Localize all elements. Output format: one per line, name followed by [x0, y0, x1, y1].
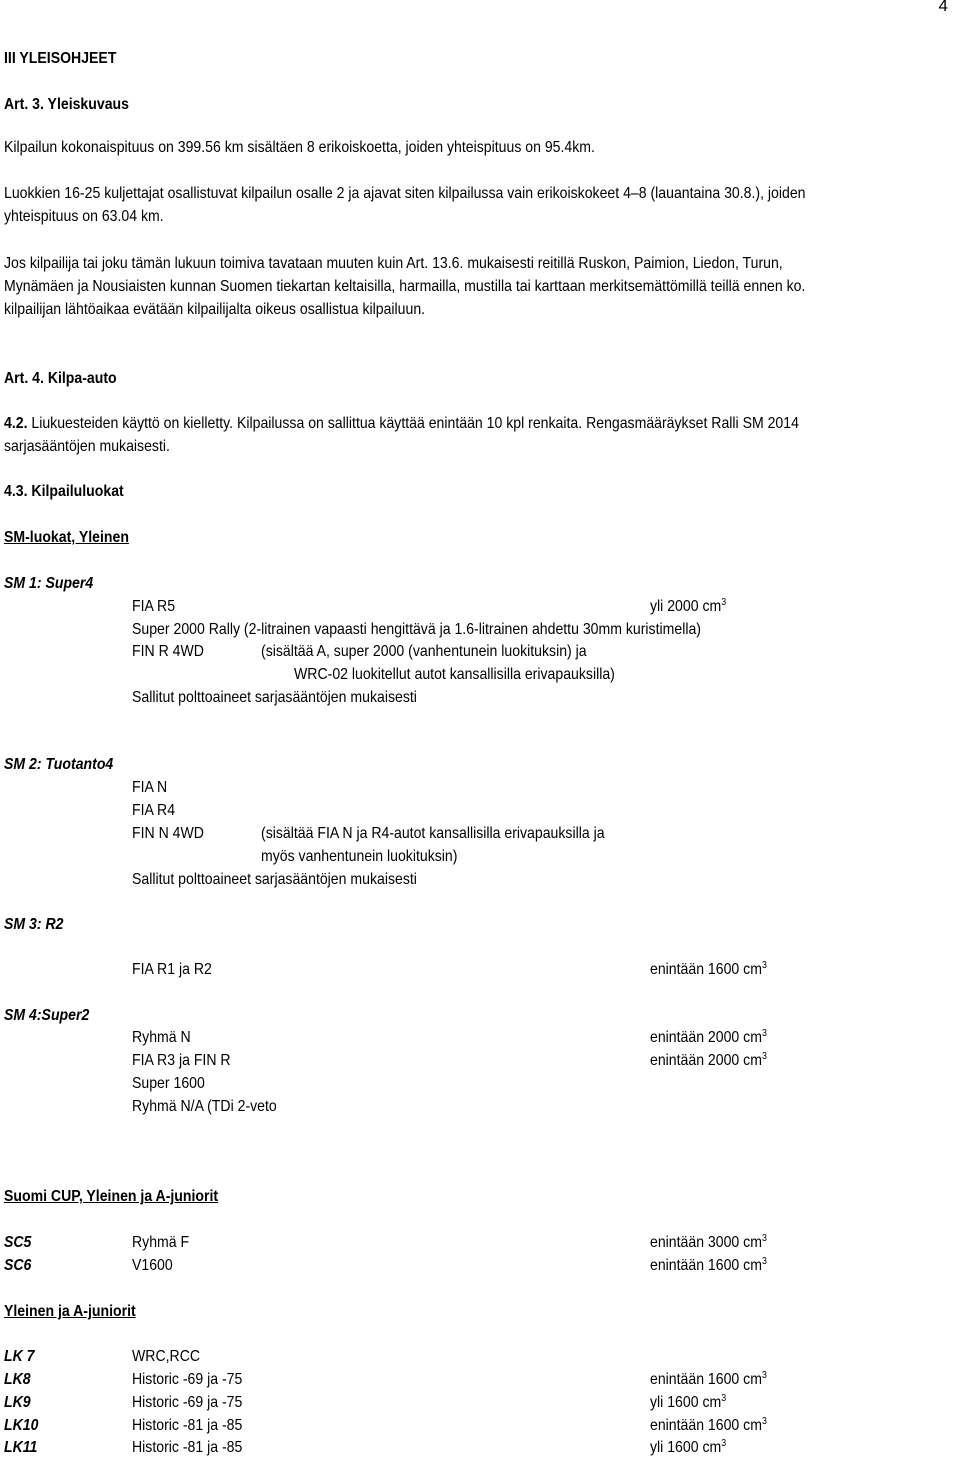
art3-paragraph-2-line-2: yhteispituus on 63.04 km. — [4, 208, 164, 225]
lk-row-desc: Historic -81 ja -85 — [132, 1439, 243, 1456]
sm1-row-1: FIA R5 — [132, 598, 176, 615]
lk-row-desc: Historic -69 ja -75 — [132, 1371, 243, 1388]
sm4-row-3: Super 1600 — [132, 1075, 205, 1092]
lk-row-limit: enintään 1600 $cm^3$ — [650, 1370, 767, 1388]
sm4-row-2: FIA R3 ja FIN R — [132, 1052, 231, 1069]
cup-row-limit: enintään 3000 $cm^3$ — [650, 1233, 767, 1251]
art3-heading: Art. 3. Yleiskuvaus — [4, 96, 129, 113]
sm3-row-1-limit: enintään 1600 $cm^3$ — [650, 960, 767, 978]
sm3-label: SM 3: R2 — [4, 916, 64, 933]
cup-row-desc: V1600 — [132, 1257, 173, 1274]
sm2-row-3: FIN N 4WD — [132, 825, 204, 842]
cup-row-code: SC5 — [4, 1234, 32, 1251]
sm1-row-4: Sallitut polttoaineet sarjasääntöjen mukaisesti — [132, 689, 417, 706]
lk-row-code: LK9 — [4, 1394, 31, 1411]
lk-row-code: LK8 — [4, 1371, 31, 1388]
lk-row-code: LK 7 — [4, 1348, 35, 1365]
lk-row-desc: Historic -69 ja -75 — [132, 1394, 243, 1411]
sm1-row-1-limit: yli 2000 $cm^3$ — [650, 597, 727, 615]
sm-heading: SM-luokat, Yleinen — [4, 529, 129, 546]
lk-row-limit: enintään 1600 $cm^3$ — [650, 1416, 767, 1434]
lk-row-limit: yli 1600 $cm^3$ — [650, 1438, 727, 1456]
sm4-row-2-limit: enintään 2000 $cm^3$ — [650, 1051, 767, 1069]
sm2-label: SM 2: Tuotanto4 — [4, 756, 114, 773]
sm4-row-4: Ryhmä N/A (TDi 2-veto — [132, 1098, 277, 1115]
sm4-row-1-limit: enintään 2000 $cm^3$ — [650, 1028, 767, 1046]
sm2-row-1: FIA N — [132, 779, 168, 796]
art4-2-text: Liukuesteiden käyttö on kielletty. Kilpailussa on sallittua käyttää enintään 10 kpl renkaita. Rengasmääräykset Ralli SM 2014 — [27, 415, 799, 432]
cup-row-desc: Ryhmä F — [132, 1234, 190, 1251]
cup-row-code: SC6 — [4, 1257, 32, 1274]
sm4-label: SM 4:Super2 — [4, 1007, 90, 1024]
sm3-row-1: FIA R1 ja R2 — [132, 961, 212, 978]
sm2-row-3-note: (sisältää FIA N ja R4-autot kansallisilla erivapauksilla ja — [261, 825, 605, 842]
lk-row-desc: Historic -81 ja -85 — [132, 1417, 243, 1434]
sm2-row-4: Sallitut polttoaineet sarjasääntöjen mukaisesti — [132, 871, 417, 888]
art3-paragraph-3-line-1: Jos kilpailija tai joku tämän lukuun toimiva tavataan muuten kuin Art. 13.6. mukaisesti reitillä Ruskon, Paimion, Liedon, Turun, — [4, 255, 783, 272]
sm1-row-3-note: (sisältää A, super 2000 (vanhentunein luokituksin) ja — [261, 643, 587, 660]
art3-paragraph-2-line-1: Luokkien 16-25 kuljettajat osallistuvat kilpailun osalle 2 ja ajavat siten kilpailussa vain erikoiskokeet 4–8 (lauantaina 30.8.), joiden — [4, 185, 806, 202]
sm1-row-3-note-2: WRC-02 luokitellut autot kansallisilla erivapauksilla) — [294, 666, 615, 683]
art4-2-line-1 — [4, 414, 799, 434]
art3-paragraph-3-line-3: kilpailijan lähtöaikaa evätään kilpailijalta oikeus osallistua kilpailuun. — [4, 301, 426, 318]
sm1-label: SM 1: Super4 — [4, 575, 94, 592]
art4-3-heading: 4.3. Kilpailuluokat — [4, 483, 124, 500]
lk-row-code: LK11 — [4, 1439, 38, 1456]
art4-2-line-2: sarjasääntöjen mukaisesti. — [4, 438, 170, 455]
cup-row-limit: enintään 1600 $cm^3$ — [650, 1256, 767, 1274]
section-title: III YLEISOHJEET — [4, 50, 117, 67]
lk-row-limit: yli 1600 $cm^3$ — [650, 1393, 727, 1411]
page-number: 4 — [938, 0, 948, 15]
art3-paragraph-3-line-2: Mynämäen ja Nousiaisten kunnan Suomen tiekartan keltaisilla, harmailla, mustilla tai karttaan merkitsemättömillä teillä ennen ko. — [4, 278, 806, 295]
lk-row-code: LK10 — [4, 1417, 39, 1434]
lk-row-desc: WRC,RCC — [132, 1348, 201, 1365]
sm1-row-3: FIN R 4WD — [132, 643, 204, 660]
cup-heading: Suomi CUP, Yleinen ja A-juniorit — [4, 1188, 219, 1205]
art4-heading: Art. 4. Kilpa-auto — [4, 370, 117, 387]
art4-2-number: 4.2. — [4, 415, 28, 432]
sm1-row-2: Super 2000 Rally (2-litrainen vapaasti hengittävä ja 1.6-litrainen ahdettu 30mm kuristimella) — [132, 621, 701, 638]
sm2-row-2: FIA R4 — [132, 802, 176, 819]
art3-paragraph-1: Kilpailun kokonaispituus on 399.56 km sisältäen 8 erikoiskoetta, joiden yhteispituus on 95.4km. — [4, 139, 595, 156]
sm2-row-3-note-2: myös vanhentunein luokituksin) — [261, 848, 458, 865]
yleinen-heading: Yleinen ja A-juniorit — [4, 1303, 136, 1320]
sm4-row-1: Ryhmä N — [132, 1029, 191, 1046]
